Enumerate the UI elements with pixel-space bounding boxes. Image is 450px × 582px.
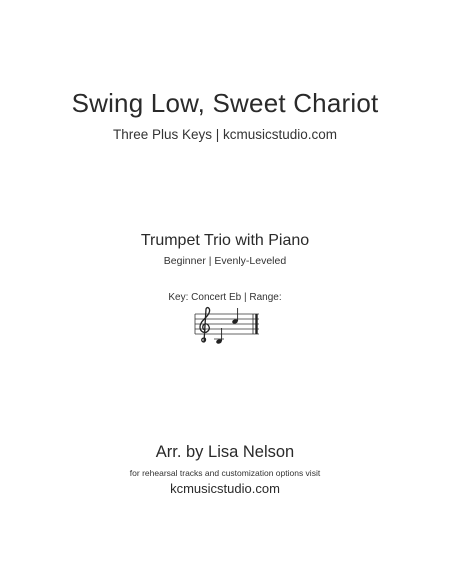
- treble-clef-icon: [200, 308, 210, 342]
- difficulty-level: Beginner | Evenly-Leveled: [163, 255, 287, 267]
- series-subtitle: Three Plus Keys | kcmusicstudio.com: [112, 127, 338, 142]
- piece-title: Swing Low, Sweet Chariot: [71, 88, 379, 118]
- instrumentation: Trumpet Trio with Piano: [140, 232, 310, 249]
- rehearsal-note: for rehearsal tracks and customization options visit: [129, 468, 321, 478]
- range-staff: [193, 306, 261, 346]
- high-range-note: [232, 308, 239, 324]
- low-range-note: [214, 328, 224, 344]
- website-link[interactable]: kcmusicstudio.com: [170, 481, 280, 496]
- arranger-credit: Arr. by Lisa Nelson: [155, 443, 295, 461]
- key-and-range: Key: Concert Eb | Range:: [168, 292, 282, 303]
